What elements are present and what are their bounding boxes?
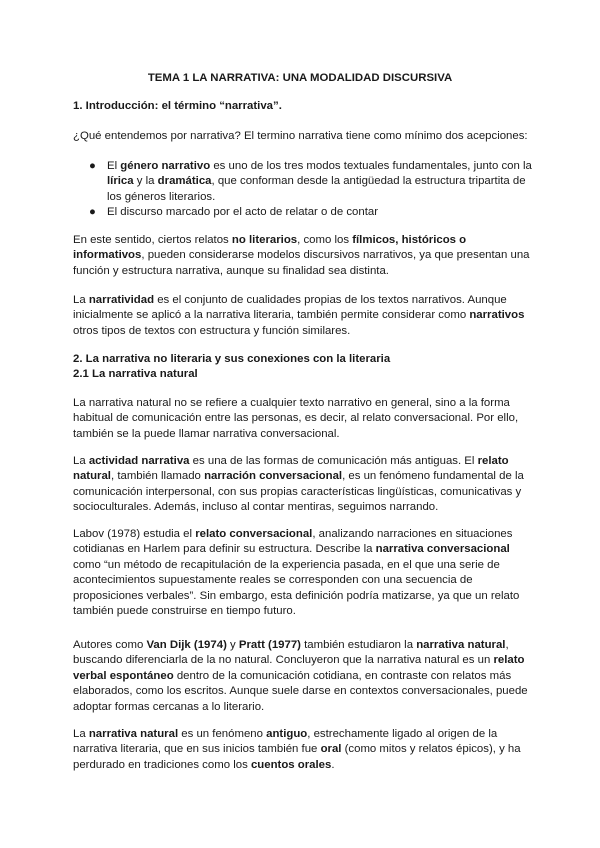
section-1-paragraph-1: En este sentido, ciertos relatos no literarios, como los fílmicos, históricos o informativos, pueden considerarse modelos discursivos narrativos, ya que presentan una función y estructura narrativa, aunque su finalidad sea distinta. (73, 234, 530, 277)
acepciones-list (73, 159, 535, 221)
section-2-subheading: 2.1 La narrativa natural (73, 368, 198, 380)
bullet-icon: ● (89, 160, 96, 172)
section-2-paragraph-1: La narrativa natural no se refiere a cualquier texto narrativo en general, sino a la forma habitual de comunicación entre las personas, es decir, al relato conversacional. Por ello, también se la puede llamar narrativa conversacional. (73, 397, 519, 440)
section-2-paragraph-2: La actividad narrativa es una de las formas de comunicación más antiguas. El relato natural, también llamado narración conversacional, es un fenómeno fundamental de la comunicación interpersonal, con sus propias características lingüísticas, comunicativas y socioculturales. Además, incluso al contar mentiras, seguimos narrando. (73, 455, 524, 514)
document-title: TEMA 1 LA NARRATIVA: UNA MODALIDAD DISCURSIVA (147, 72, 453, 84)
section-1-intro: ¿Qué entendemos por narrativa? El termino narrativa tiene como mínimo dos acepciones: (73, 130, 528, 142)
section-2-paragraph-4: Autores como Van Dijk (1974) y Pratt (1977) también estudiaron la narrativa natural, buscando diferenciarla de la no natural. Concluyeron que la narrativa natural es un relato verbal espontáneo dentro de la comunicación cotidiana, en contraste con relatos más elaborados, como los escritos. Aunque suele darse en contextos conversacionales, puede adoptar formas cercanas a lo literario. (73, 639, 528, 713)
section-2-paragraph-5: La narrativa natural es un fenómeno antiguo, estrechamente ligado al origen de la narrativa literaria, que en sus inicios también fue oral (como mitos y relatos épicos), y ha perdurado en tradiciones como los cuentos orales. (73, 728, 521, 771)
bullet-icon: ● (89, 206, 96, 219)
section-1-paragraph-2: La narratividad es el conjunto de cualidades propias de los textos narrativos. Aunque inicialmente se aplicó a la narrativa literaria, también permite considerar como narrativos otros tipos de textos con estructura y función similares. (73, 294, 525, 337)
list-item: ● El género narrativo es uno de los tres modos textuales fundamentales, junto con la lírica y la dramática, que conforman desde la antigüedad la estructura tripartita de los géneros literarios. (89, 160, 532, 203)
section-2-heading: 2. La narrativa no literaria y sus conexiones con la literaria (73, 353, 391, 365)
section-2-paragraph-3: Labov (1978) estudia el relato conversacional, analizando narraciones en situaciones cotidianas en Harlem para definir su estructura. Describe la narrativa conversacional como “un método de recapitulación de la experiencia pasada, en el que una serie de acontecimientos supuestamente reales se corresponden con una secuencia de proposiciones verbales”. Sin embargo, esta definición podría matizarse, ya que un relato también puede construirse en tiempo futuro. (73, 528, 520, 618)
section-1-heading: 1. Introducción: el término “narrativa”. (73, 100, 282, 112)
list-item: ● El discurso marcado por el acto de relatar o de contar (73, 205, 535, 220)
